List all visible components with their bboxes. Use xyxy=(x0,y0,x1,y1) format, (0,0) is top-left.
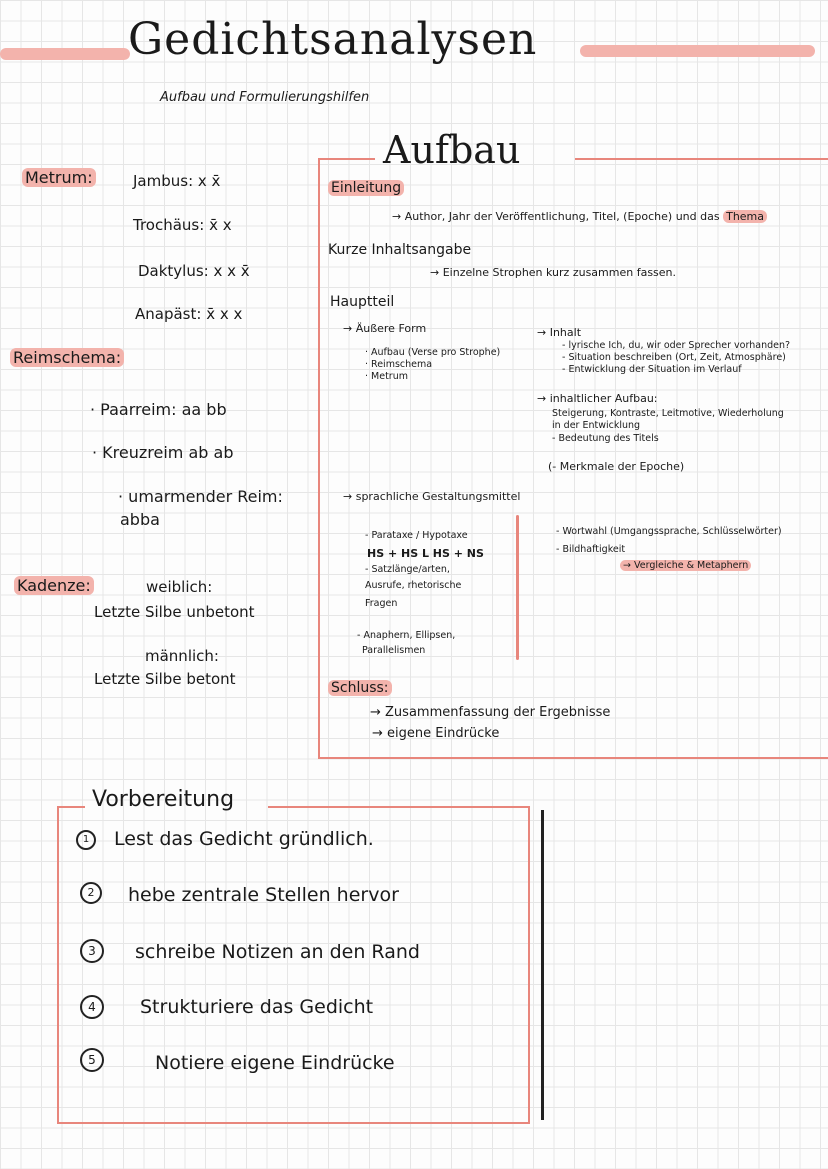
aufbau-frame-top-left xyxy=(318,158,375,160)
einleitung-heading: Einleitung xyxy=(328,180,404,196)
inhalt-heading: → Inhalt xyxy=(537,326,582,339)
vorbereitung-frame-right xyxy=(528,806,530,1124)
inhaltsangabe-heading: Kurze Inhaltsangabe xyxy=(328,242,472,258)
step-text: Lest das Gedicht gründlich. xyxy=(114,828,374,850)
inhalt-item: - Situation beschreiben (Ort, Zeit, Atmosphäre) xyxy=(562,352,786,363)
schluss-item: → Zusammenfassung der Ergebnisse xyxy=(370,705,611,720)
spr-left-item: - Anaphern, Ellipsen, xyxy=(357,630,456,641)
spr-right-item: - Wortwahl (Umgangssprache, Schlüsselwörter) xyxy=(556,526,782,537)
title-highlight-left xyxy=(0,48,130,60)
step-text: schreibe Notizen an den Rand xyxy=(135,941,420,963)
spr-left-item: HS + HS L HS + NS xyxy=(367,547,484,560)
title-highlight-right xyxy=(580,45,815,57)
sprachliche-divider xyxy=(516,515,519,660)
inhaltlicher-item: in der Entwicklung xyxy=(552,420,641,431)
vorbereitung-frame-top-left xyxy=(57,806,85,808)
step-text: hebe zentrale Stellen hervor xyxy=(128,884,399,906)
aufbau-title: Aufbau xyxy=(383,128,521,172)
vorbereitung-black-line xyxy=(541,810,544,1120)
spr-left-item: Fragen xyxy=(365,598,398,609)
step-number: 2 xyxy=(80,882,102,904)
aufbau-frame-top-right xyxy=(575,158,828,160)
inhalt-item: - lyrische Ich, du, wir oder Sprecher vorhanden? xyxy=(562,340,791,351)
schluss-heading: Schluss: xyxy=(328,680,392,696)
spr-left-item: - Parataxe / Hypotaxe xyxy=(365,530,468,541)
meter-jambus: Jambus: x x̄ xyxy=(133,172,221,190)
step-number: 4 xyxy=(80,995,104,1019)
inhaltlicher-item: - Bedeutung des Titels xyxy=(552,433,659,444)
meter-anapaest: Anapäst: x̄ x x xyxy=(135,305,243,323)
vorbereitung-frame-top-right xyxy=(268,806,530,808)
sprachliche-heading: → sprachliche Gestaltungsmittel xyxy=(343,490,521,503)
aufbau-frame-bottom xyxy=(318,757,828,759)
merkmale-epoche: (- Merkmale der Epoche) xyxy=(548,460,685,473)
meter-daktylus: Daktylus: x x x̄ xyxy=(138,262,250,280)
aeussere-item: · Metrum xyxy=(365,371,408,382)
schluss-item: → eigene Eindrücke xyxy=(372,726,500,741)
step-text: Strukturiere das Gedicht xyxy=(140,996,374,1018)
rhyme-umarmend: · umarmender Reim: xyxy=(118,487,283,506)
metrum-label: Metrum: xyxy=(22,168,96,187)
page-title: Gedichtsanalysen xyxy=(128,14,538,65)
inhalt-item: - Entwicklung der Situation im Verlauf xyxy=(562,364,742,375)
step-number: 1 xyxy=(76,830,96,850)
kadenz-maennlich: männlich: xyxy=(145,647,219,665)
rhyme-paarreim: · Paarreim: aa bb xyxy=(90,400,227,419)
spr-left-item: - Satzlänge/arten, xyxy=(365,564,450,575)
aufbau-frame-left xyxy=(318,158,320,758)
vorbereitung-frame-bottom xyxy=(57,1122,530,1124)
inhaltlicher-aufbau-heading: → inhaltlicher Aufbau: xyxy=(537,392,658,405)
vorbereitung-frame-left xyxy=(57,806,59,1124)
aeussere-item: · Aufbau (Verse pro Strophe) xyxy=(365,347,501,358)
rhyme-umarmend-pattern: abba xyxy=(120,510,160,529)
reimschema-label: Reimschema: xyxy=(10,348,124,367)
aeussere-item: · Reimschema xyxy=(365,359,433,370)
spr-left-item: Ausrufe, rhetorische xyxy=(365,580,462,591)
step-text: Notiere eigene Eindrücke xyxy=(155,1052,395,1074)
kadenz-weiblich: weiblich: xyxy=(146,578,213,596)
meter-trochaeus: Trochäus: x̄ x xyxy=(133,216,232,234)
spr-right-item: - Bildhaftigkeit xyxy=(556,544,626,555)
einleitung-detail: → Author, Jahr der Veröffentlichung, Titel, (Epoche) und das Thema xyxy=(392,210,767,223)
vorbereitung-title: Vorbereitung xyxy=(92,787,235,812)
aeussere-form-heading: → Äußere Form xyxy=(343,322,427,335)
inhaltsangabe-detail: → Einzelne Strophen kurz zusammen fassen. xyxy=(430,266,677,279)
kadenz-label: Kadenze: xyxy=(14,576,94,595)
kadenz-weiblich-desc: Letzte Silbe unbetont xyxy=(94,603,255,621)
step-number: 5 xyxy=(80,1048,104,1072)
kadenz-maennlich-desc: Letzte Silbe betont xyxy=(94,670,236,688)
hauptteil-heading: Hauptteil xyxy=(330,294,395,310)
rhyme-kreuzreim: · Kreuzreim ab ab xyxy=(92,443,234,462)
step-number: 3 xyxy=(80,939,104,963)
spr-right-sub: → Vergleiche & Metaphern xyxy=(620,560,751,572)
inhaltlicher-item: Steigerung, Kontraste, Leitmotive, Wiederholung xyxy=(552,408,784,419)
spr-left-item: Parallelismen xyxy=(362,645,426,656)
page-subtitle: Aufbau und Formulierungshilfen xyxy=(160,90,370,105)
